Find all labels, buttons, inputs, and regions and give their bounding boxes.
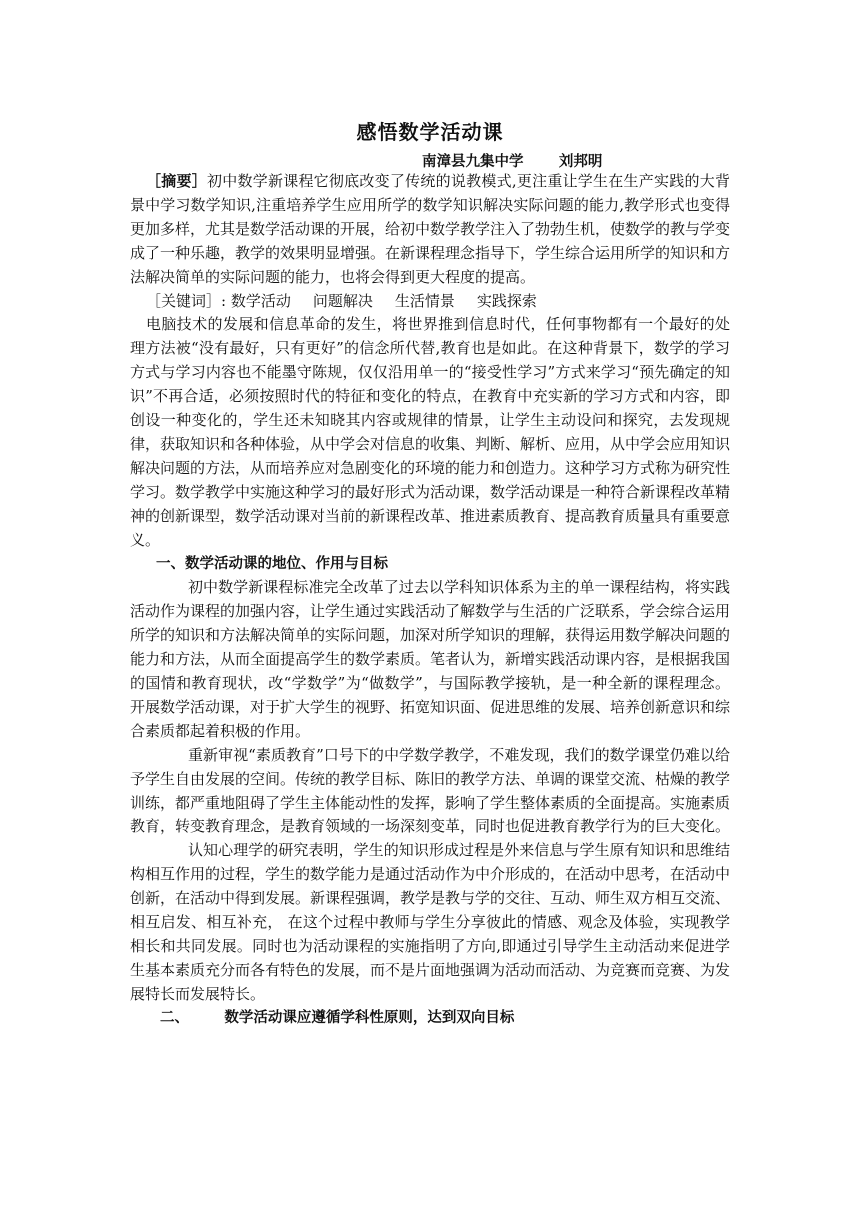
- keyword: 数学活动: [230, 291, 291, 310]
- document-body: [130, 170, 730, 1031]
- section-heading: 二、 数学活动课应遵循学科性原则，达到双向目标: [160, 1009, 515, 1026]
- document-title: 感悟数学活动课: [356, 120, 504, 144]
- keyword: 问题解决: [312, 291, 373, 310]
- author-line: 南漳县九集中学 刘邦明: [422, 154, 603, 170]
- body-paragraph: 认知心理学的研究表明，学生的知识形成过程是外来信息与学生原有知识和思维结构相互作用的过程，学生的数学能力是通过活动作为中介形成的，在活动中思考，在活动中创新，在活动中得到发展。新课程强调，教学是教与学的交往、互动、师生双方相互交流、相互启发、相互补充， 在这个过程中教师与学生分享彼此的情感、观念及体验，实现教学相长和共同发展。同时也为活动课程的实施指明了方向,即通过引导学生主动活动来促进学生基本素质充分而各有特色的发展，而不是片面地强调为活动而活动、为竞赛而竞赛、为发展特长而发展特长。: [130, 841, 731, 1003]
- keywords-label: ［关键词］:: [146, 291, 227, 310]
- abstract-paragraph: [130, 170, 730, 290]
- intro-paragraph: 电脑技术的发展和信息革命的发生，将世界推到信息时代，任何事物都有一个最好的处理方法被“没有最好，只有更好”的信念所代替,教育也是如此。在这种背景下，数学的学习方式与学习内容也不能墨守陈规，仅仅沿用单一的“接受性学习”方式来学习“预先确定的知识”不再合适，必须按照时代的特征和变化的特点，在教育中充实新的学习方式和内容，即创设一种变化的，学生还未知晓其内容或规律的情景，让学生主动设问和探究，去发现规律，获取知识和各种体验，从中学会对信息的收集、判断、解析、应用，从中学会应用知识解决问题的方法，从而培养应对急剧变化的环境的能力和创造力。这种学习方式称为研究性学习。数学教学中实施这种学习的最好形式为活动课，数学活动课是一种符合新课程改革精神的创新课型，数学活动课对当前的新课程改革、推进素质教育、提高教育质量具有重要意义。: [130, 315, 731, 549]
- abstract-label: ［摘要］: [146, 172, 207, 190]
- body-paragraph: 重新审视“素质教育”口号下的中学数学教学，不难发现，我们的数学课堂仍难以给予学生自由发展的空间。传统的教学目标、陈旧的教学方法、单调的课堂交流、枯燥的教学训练，都严重地阻碍了学生主体能动性的发挥，影响了学生整体素质的全面提高。实施素质教育，转变教育理念，是教育领域的一场深刻变革，同时也促进教育教学行为的巨大变化。: [130, 745, 731, 836]
- keywords-line: [130, 290, 730, 314]
- body-paragraph: 初中数学新课程标准完全改革了过去以学科知识体系为主的单一课程结构，将实践活动作为课程的加强内容，让学生通过实践活动了解数学与生活的广泛联系，学会综合运用所学的知识和方法解决简单的实际问题，加深对所学知识的理解，获得运用数学解决问题的能力和方法，从而全面提高学生的数学素质。笔者认为，新增实践活动课内容，是根据我国的国情和教育现状，改“学数学”为“做数学”，与国际教学接轨，是一种全新的课程理念。开展数学活动课，对于扩大学生的视野、拓宽知识面、促进思维的发展、培养创新意识和综合素质都起着积极的作用。: [130, 578, 731, 740]
- keyword: 实践探索: [476, 291, 537, 310]
- section-heading: 一、数学活动课的地位、作用与目标: [156, 555, 388, 572]
- abstract-text: 初中数学新课程它彻底改变了传统的说教模式,更注重让学生在生产实践的大背景中学习数学知识,注重培养学生应用所学的数学知识解决实际问题的能力,教学形式也变得更加多样，尤其是数学活动课的开展，给初中数学教学注入了勃勃生机，使数学的教与学变成了一种乐趣，教学的效果明显增强。在新课程理念指导下，学生综合运用所学的知识和方法解决简单的实际问题的能力，也将会得到更大程度的提高。: [130, 172, 731, 286]
- keyword: 生活情景: [394, 291, 455, 310]
